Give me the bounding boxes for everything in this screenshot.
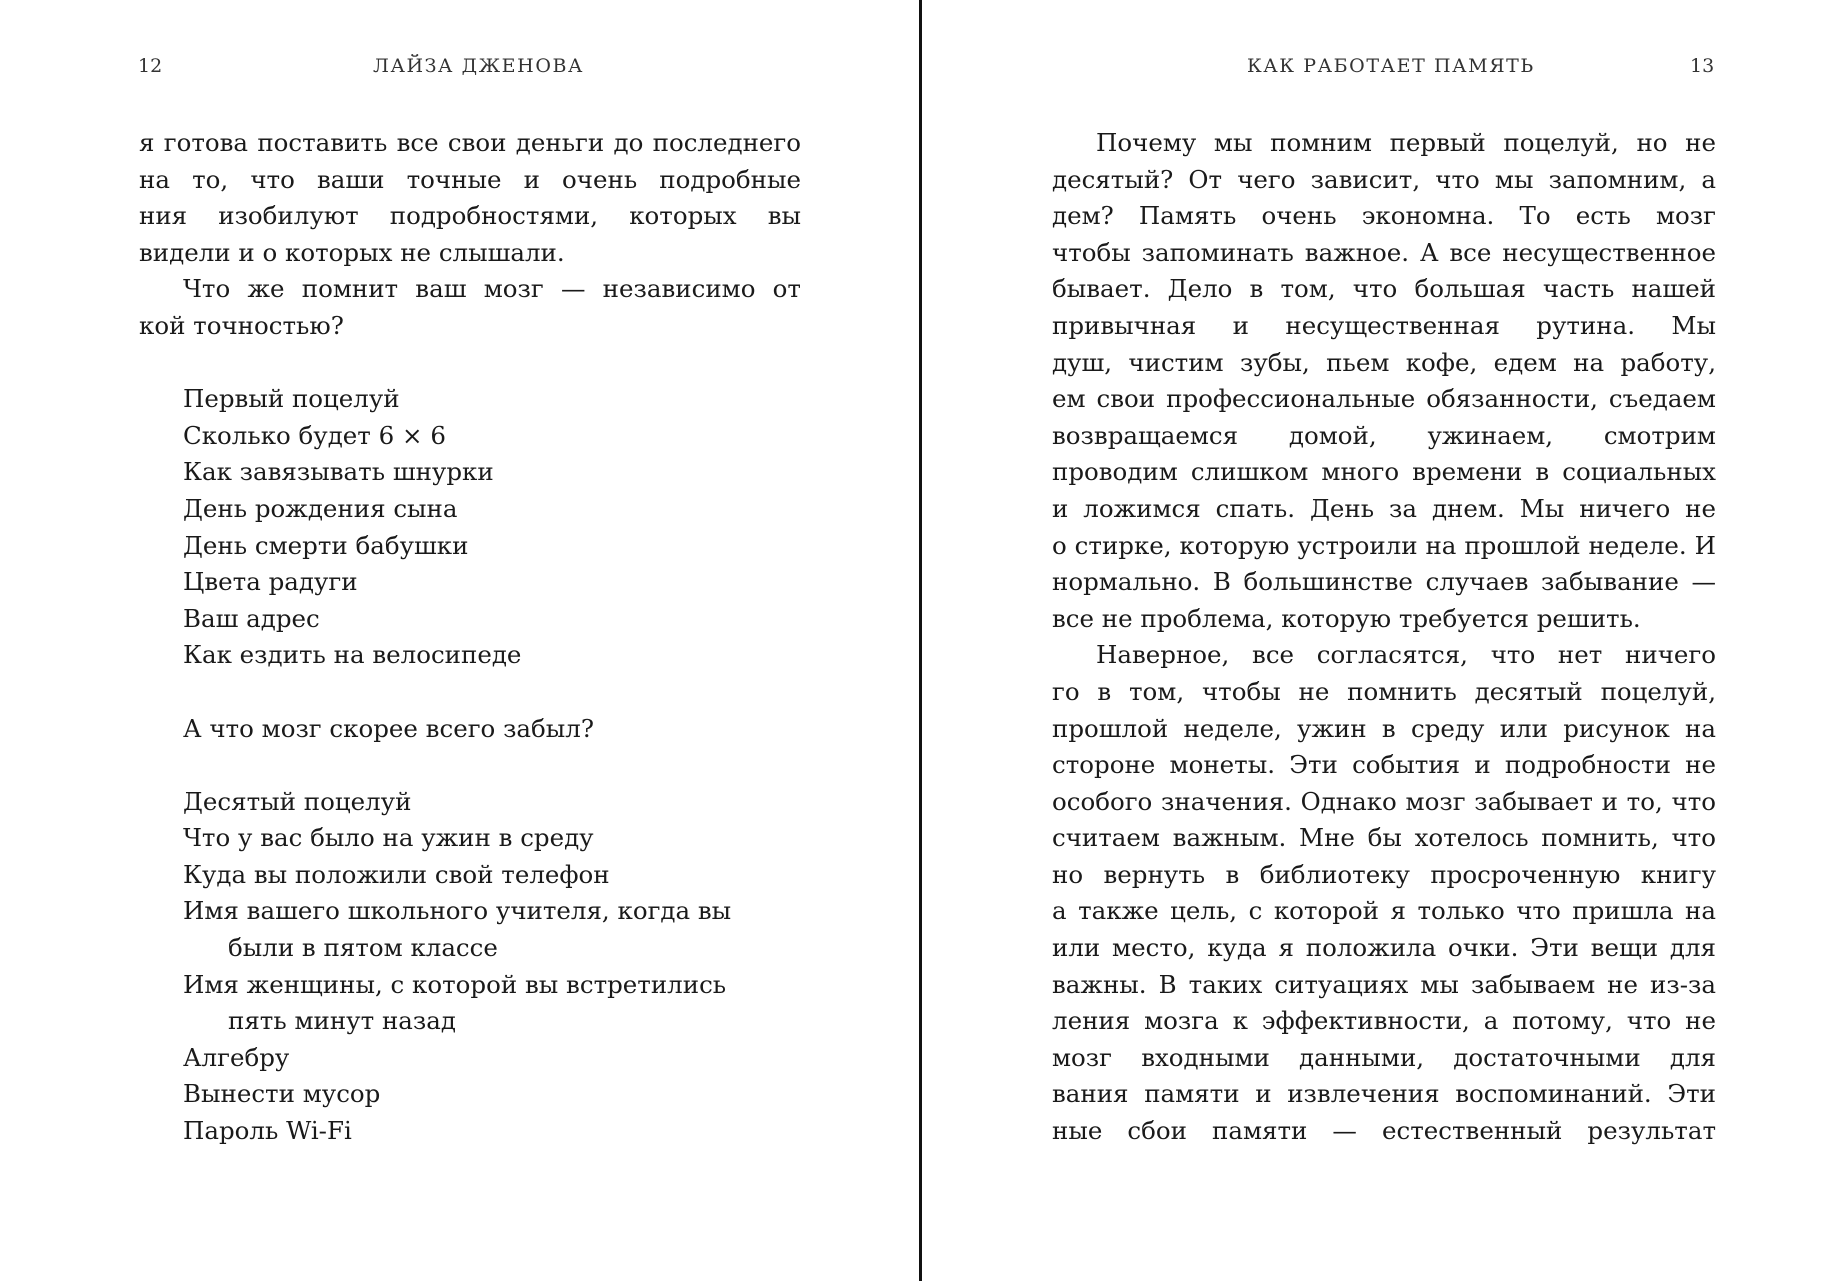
- blank-line: [139, 747, 801, 784]
- right-page-text: [1052, 125, 1716, 1150]
- list-item: Цвета радуги: [183, 567, 358, 597]
- list-item: Десятый поцелуй: [183, 786, 412, 816]
- list-item: Куда вы положили свой телефон: [183, 859, 610, 889]
- running-head-author: ЛАЙЗА ДЖЕНОВА: [373, 55, 585, 77]
- text-line: стороне монеты. Эти события и подробности не: [1052, 750, 1716, 780]
- list-item: Что у вас было на ужин в среду: [183, 823, 594, 853]
- list-item: Сколько будет 6 × 6: [183, 420, 446, 450]
- text-line: возвращаемся домой, ужинаем, смотрим: [1052, 420, 1716, 450]
- text-line: о стирке, которую устроили на прошлой неделе. И: [1052, 530, 1716, 560]
- text-line: я готова поставить все свои деньги до последнего: [139, 128, 801, 157]
- text-line: важны. В таких ситуациях мы забываем не из-за: [1052, 969, 1716, 999]
- text-line: или место, куда я положила очки. Эти вещи для: [1052, 933, 1716, 963]
- text-line: го в том, чтобы не помнить десятый поцелуй,: [1052, 676, 1716, 706]
- text-line: на то, что ваши точные и очень подробные: [139, 164, 801, 194]
- blank-line: [139, 674, 801, 711]
- text-line: ем свои профессиональные обязанности, съедаем: [1052, 384, 1716, 414]
- list-item-continuation: пять минут назад: [228, 1006, 456, 1036]
- text-line: и ложимся спать. День за днем. Мы ничего не: [1052, 493, 1716, 523]
- list-item: Алгебру: [183, 1042, 290, 1072]
- page-number: 13: [1690, 55, 1715, 77]
- list-item: Первый поцелуй: [183, 384, 400, 414]
- text-line: привычная и несущественная рутина. Мы: [1052, 310, 1716, 340]
- text-line: считаем важным. Мне бы хотелось помнить, что: [1052, 823, 1716, 853]
- left-page-text: [139, 125, 801, 1150]
- running-head-title: КАК РАБОТАЕТ ПАМЯТЬ: [1247, 55, 1535, 77]
- text-line: нормально. В большинстве случаев забывание —: [1052, 567, 1716, 597]
- text-line: все не проблема, которую требуется решить.: [1052, 603, 1641, 633]
- list-item: А что мозг скорее всего забыл?: [183, 713, 594, 743]
- text-line: прошлой неделе, ужин в среду или рисунок на: [1052, 713, 1716, 743]
- list-item: День смерти бабушки: [183, 530, 469, 560]
- text-line: а также цель, с которой я только что пришла на: [1052, 896, 1716, 926]
- list-item: Имя вашего школьного учителя, когда вы: [183, 896, 732, 926]
- text-line: чтобы запоминать важное. А все несущественное: [1052, 237, 1716, 267]
- list-item-continuation: были в пятом классе: [228, 933, 498, 963]
- list-item: Пароль Wi-Fi: [183, 1116, 352, 1146]
- text-line: дем? Память очень экономна. То есть мозг: [1052, 201, 1716, 231]
- right-page: [922, 0, 1838, 1281]
- blank-line: [139, 345, 801, 382]
- text-line: вания памяти и извлечения воспоминаний. Эти: [1052, 1079, 1716, 1109]
- text-line: ные сбои памяти — естественный результат: [1052, 1116, 1716, 1146]
- text-line: мозг входными данными, достаточными для: [1052, 1042, 1716, 1072]
- text-line: Наверное, все согласятся, что нет ничего: [1096, 640, 1716, 670]
- list-item: Вынести мусор: [183, 1079, 381, 1109]
- text-line: душ, чистим зубы, пьем кофе, едем на работу,: [1052, 347, 1716, 377]
- list-item: Имя женщины, с которой вы встретились: [183, 969, 727, 999]
- text-line: ления мозга к эффективности, а потому, что не: [1052, 1006, 1716, 1036]
- text-line: кой точностью?: [139, 310, 344, 340]
- text-line: ния изобилуют подробностями, которых вы: [139, 201, 801, 231]
- list-item: Ваш адрес: [183, 603, 320, 633]
- page-number: 12: [138, 55, 163, 77]
- text-line: Почему мы помним первый поцелуй, но не: [1096, 128, 1716, 157]
- text-line: видели и о которых не слышали.: [139, 237, 565, 267]
- list-item: Как ездить на велосипеде: [183, 640, 522, 670]
- text-line: десятый? От чего зависит, что мы запомним, а: [1052, 164, 1716, 194]
- text-line: но вернуть в библиотеку просроченную книгу: [1052, 859, 1716, 889]
- text-line: особого значения. Однако мозг забывает и то, что: [1052, 786, 1716, 816]
- text-line: бывает. Дело в том, что большая часть нашей: [1052, 274, 1716, 304]
- list-item: День рождения сына: [183, 493, 458, 523]
- list-item: Как завязывать шнурки: [183, 457, 494, 487]
- text-line: Что же помнит ваш мозг — независимо от: [183, 274, 801, 304]
- text-line: проводим слишком много времени в социальных: [1052, 457, 1716, 487]
